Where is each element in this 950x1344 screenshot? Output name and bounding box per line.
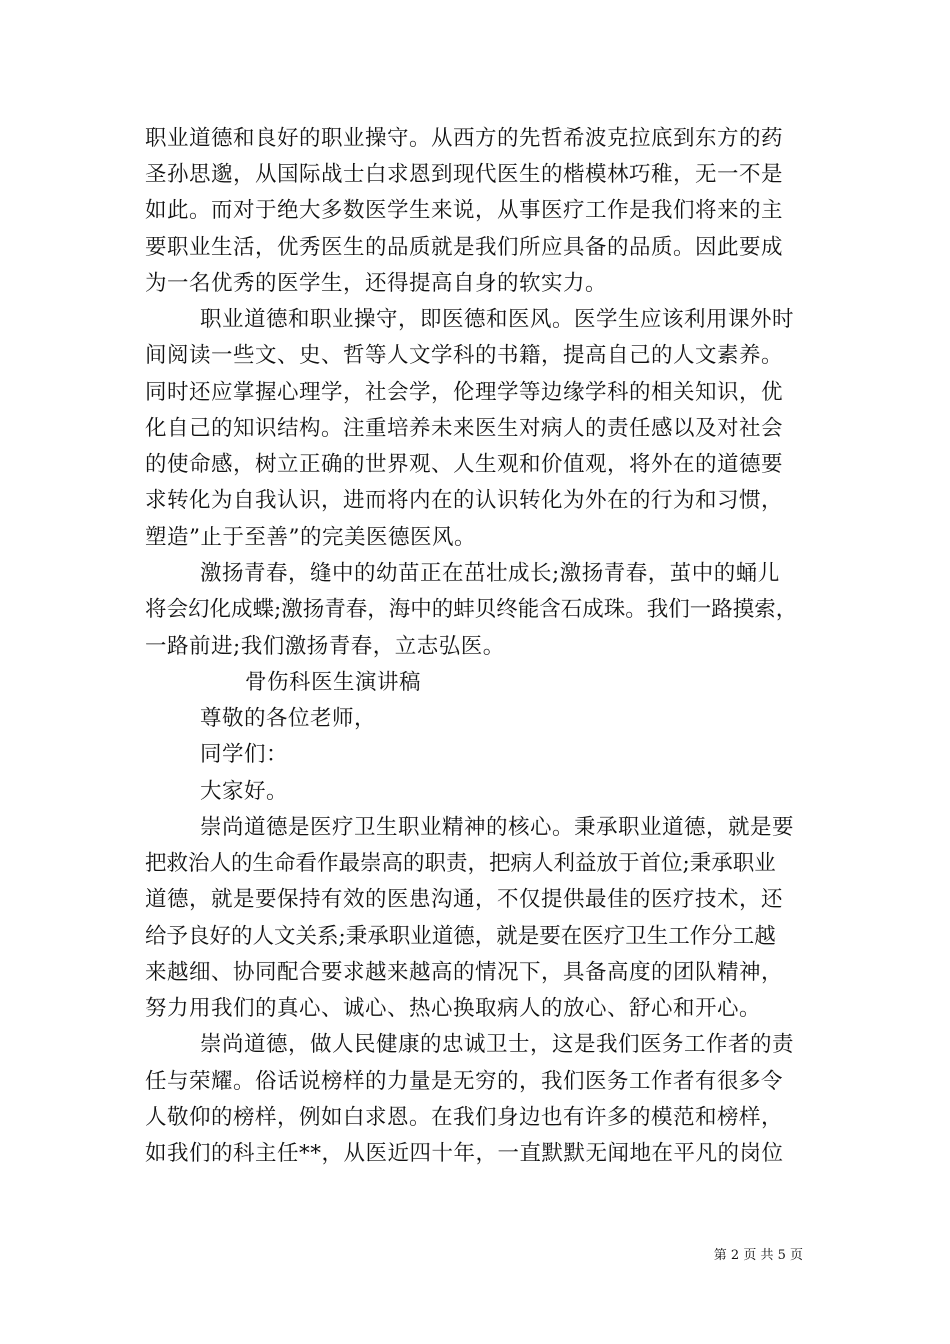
text-line: 要职业生活，优秀医生的品质就是我们所应具备的品质。因此要成 bbox=[145, 235, 784, 260]
text-line: 人敬仰的榜样，例如白求恩。在我们身边也有许多的模范和榜样， bbox=[145, 1105, 784, 1130]
text-line: 如我们的科主任**，从医近四十年，一直默默无闻地在平凡的岗位 bbox=[145, 1141, 784, 1166]
greeting-line: 大家好。 bbox=[200, 779, 289, 804]
text-line: 把救治人的生命看作最崇高的职责，把病人利益放于首位;秉承职业 bbox=[145, 851, 776, 876]
text-line: 圣孙思邈，从国际战士白求恩到现代医生的楷模林巧稚，无一不是 bbox=[145, 162, 784, 187]
text-line: 间阅读一些文、史、哲等人文学科的书籍，提高自己的人文素养。 bbox=[145, 343, 784, 368]
text-line: 努力用我们的真心、诚心、热心换取病人的放心、舒心和开心。 bbox=[145, 996, 762, 1021]
salutation-line: 尊敬的各位老师， bbox=[200, 706, 377, 731]
text-line: 同时还应掌握心理学，社会学，伦理学等边缘学科的相关知识，优 bbox=[145, 380, 784, 405]
text-line: 为一名优秀的医学生，还得提高自身的软实力。 bbox=[145, 271, 608, 296]
text-line: 将会幻化成蝶;激扬青春，海中的蚌贝终能含石成珠。我们一路摸索， bbox=[145, 597, 798, 622]
text-line: 来越细、协同配合要求越来越高的情况下，具备高度的团队精神， bbox=[145, 960, 784, 985]
speech-title: 骨伤科医生演讲稿 bbox=[245, 670, 422, 695]
text-line: 化自己的知识结构。注重培养未来医生对病人的责任感以及对社会 bbox=[145, 416, 784, 441]
text-line: 职业道德和职业操守，即医德和医风。医学生应该利用课外时 bbox=[200, 307, 795, 332]
salutation-line: 同学们： bbox=[200, 742, 289, 767]
text-line: 给予良好的人文关系;秉承职业道德，就是要在医疗卫生工作分工越 bbox=[145, 924, 776, 949]
text-line: 一路前进;我们激扬青春，立志弘医。 bbox=[145, 634, 505, 659]
text-line: 道德，就是要保持有效的医患沟通，不仅提供最佳的医疗技术，还 bbox=[145, 887, 784, 912]
text-line: 职业道德和良好的职业操守。从西方的先哲希波克拉底到东方的药 bbox=[145, 126, 784, 151]
text-line: 如此。而对于绝大多数医学生来说，从事医疗工作是我们将来的主 bbox=[145, 198, 784, 223]
text-line: 求转化为自我认识，进而将内在的认识转化为外在的行为和习惯， bbox=[145, 488, 784, 513]
page-number: 第 2 页 共 5 页 bbox=[713, 1248, 803, 1263]
text-line: 激扬青春，缝中的幼苗正在茁壮成长;激扬青春，茧中的蛹儿 bbox=[200, 561, 780, 586]
text-line: 塑造”止于至善”的完美医德医风。 bbox=[145, 525, 476, 550]
text-line: 任与荣耀。俗话说榜样的力量是无穷的，我们医务工作者有很多令 bbox=[145, 1069, 784, 1094]
text-line: 崇尚道德，做人民健康的忠诚卫士，这是我们医务工作者的责 bbox=[200, 1032, 795, 1057]
text-line: 崇尚道德是医疗卫生职业精神的核心。秉承职业道德，就是要 bbox=[200, 815, 795, 840]
text-line: 的使命感，树立正确的世界观、人生观和价值观，将外在的道德要 bbox=[145, 452, 784, 477]
